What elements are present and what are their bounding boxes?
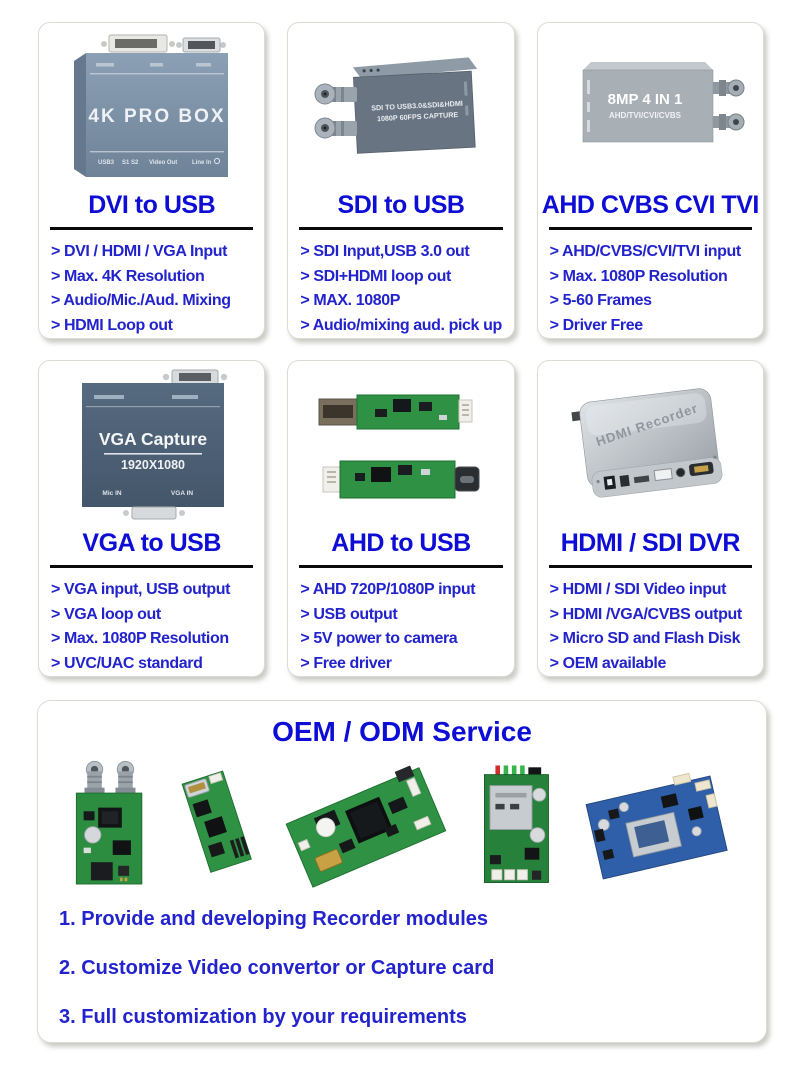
feature-item: > Micro SD and Flash Disk (549, 630, 741, 647)
card-hdmi-sdi-dvr (537, 360, 764, 677)
feature-item: > Max. 1080P Resolution (51, 630, 229, 647)
bnc-connector (713, 114, 744, 130)
feature-item: > AHD/CVBS/CVI/TVI input (549, 243, 741, 260)
card-sdi-to-usb (287, 22, 514, 339)
card-title: DVI to USB (88, 191, 216, 219)
oem-board-sd-recorder (468, 753, 564, 895)
vga-connector (176, 38, 226, 52)
feature-item: > USB output (300, 605, 398, 623)
oem-title: OEM / ODM Service (272, 716, 532, 747)
title-underline (549, 565, 752, 568)
feature-item: > Max. 4K Resolution (51, 267, 205, 285)
oem-service-item: 1. Provide and developing Recorder modules (59, 908, 488, 930)
device-label-line1: SDI TO USB3.0&SDI&HDMI (371, 98, 464, 113)
feature-item: > Audio/Mic./Aud. Mixing (51, 292, 231, 309)
device-label-line1: VGA Capture (99, 429, 208, 449)
audio-jack (676, 468, 685, 477)
4k-pro-box-illustration (54, 27, 249, 185)
product-cards-grid (38, 22, 764, 677)
port-label-usb3: USB3 (98, 160, 115, 166)
feature-item: > OEM available (549, 654, 666, 672)
oem-board-images (38, 748, 766, 900)
bnc-connector (85, 761, 105, 794)
feature-item: > HDMI / SDI Video input (549, 581, 726, 598)
title-underline (50, 565, 253, 568)
oem-board-hdmi-small (172, 753, 260, 895)
card-title: SDI to USB (337, 191, 465, 219)
bnc-connector (315, 84, 357, 104)
device-label-line1: 8MP 4 IN 1 (607, 91, 683, 108)
oem-board-main-processor (272, 753, 457, 895)
oem-service-section (37, 700, 767, 1043)
crystal-component (85, 827, 101, 843)
usb-module-board (319, 395, 472, 429)
feature-item: > Max. 1080P Resolution (549, 267, 728, 285)
bnc-connector (315, 118, 357, 138)
device-side-face (74, 53, 86, 177)
oem-service-list (38, 908, 766, 1029)
device-label-line2: 1920X1080 (121, 458, 186, 472)
vga-connector (123, 507, 185, 519)
port-label-vga-in: VGA IN (171, 490, 194, 497)
product-image-sdi-converter (288, 23, 513, 189)
feature-item: > MAX. 1080P (300, 292, 401, 309)
feature-list (39, 576, 264, 676)
8mp-4in1-illustration (553, 36, 748, 176)
feature-item: > 5V power to camera (300, 630, 458, 647)
capacitor (533, 788, 546, 801)
oem-service-item: 2. Customize Video convertor or Capture card (59, 957, 495, 979)
dc-jack (620, 475, 630, 487)
usb-c-module-board (323, 461, 479, 498)
product-image-vga-capture (39, 361, 264, 527)
feature-item: > VGA input, USB output (51, 581, 231, 598)
product-image-8mp-4in1 (538, 23, 763, 189)
bnc-connector (713, 80, 744, 96)
vga-connector (163, 370, 227, 384)
device-label-line2: AHD/TVI/CVI/CVBS (608, 111, 681, 120)
oem-board-blue-sd (576, 753, 744, 895)
device-name-label: HDMI Recorder (594, 400, 701, 450)
card-title: HDMI / SDI DVR (560, 529, 740, 557)
feature-item: > Driver Free (549, 316, 643, 334)
feature-list (538, 238, 763, 338)
feature-item: > AHD 720P/1080P input (300, 581, 476, 598)
port-label-mic-in: Mic IN (102, 490, 122, 497)
feature-item: > SDI Input,USB 3.0 out (300, 243, 470, 260)
product-image-hdmi-recorder (538, 361, 763, 527)
sdi-converter-illustration (303, 31, 498, 181)
port-label-line-in: Line In (192, 160, 212, 166)
device-label-line2: 1080P 60FPS CAPTURE (377, 109, 459, 124)
product-image-4k-pro-box (39, 23, 264, 189)
card-title: VGA to USB (82, 529, 221, 557)
feature-item: > 5-60 Frames (549, 292, 652, 309)
device-top-face (583, 62, 713, 70)
feature-item: > UVC/UAC standard (51, 654, 203, 672)
title-underline (299, 565, 502, 568)
usb-port (654, 469, 672, 481)
feature-item: > HDMI Loop out (51, 316, 173, 334)
port-label-s1s2: S1 S2 (122, 160, 139, 166)
feature-item: > DVI / HDMI / VGA Input (51, 243, 228, 260)
feature-list (288, 576, 513, 676)
feature-list (288, 238, 513, 338)
card-ahd-to-usb (287, 360, 514, 677)
product-image-ahd-usb-modules (288, 361, 513, 527)
card-title: AHD CVBS CVI TVI (541, 191, 759, 219)
feature-item: > Audio/mixing aud. pick up (300, 316, 502, 334)
feature-item: > SDI+HDMI loop out (300, 267, 451, 285)
capacitor (530, 828, 545, 843)
card-vga-to-usb (38, 360, 265, 677)
title-underline (50, 227, 253, 230)
hdmi-recorder-illustration (550, 365, 750, 523)
feature-item: > VGA loop out (51, 605, 161, 623)
oem-service-item: 3. Full customization by your requirements (59, 1006, 467, 1028)
usb-port (91, 862, 113, 880)
title-underline (299, 227, 502, 230)
feature-list (538, 576, 763, 676)
feature-list (39, 238, 264, 338)
vga-capture-illustration (54, 365, 249, 523)
device-name-label: 4K PRO BOX (88, 106, 226, 127)
ahd-usb-modules-illustration (303, 369, 498, 519)
title-underline (549, 227, 752, 230)
feature-item: > HDMI /VGA/CVBS output (549, 605, 742, 623)
card-ahd-cvbs-cvi-tvi (537, 22, 764, 339)
port-label-video-out: Video Out (149, 160, 178, 166)
card-title: AHD to USB (331, 529, 471, 557)
dvi-connector (101, 35, 175, 52)
oem-board-bnc-module (60, 753, 160, 895)
bnc-connector (115, 761, 135, 794)
feature-item: > Free driver (300, 654, 392, 672)
card-dvi-to-usb (38, 22, 265, 339)
